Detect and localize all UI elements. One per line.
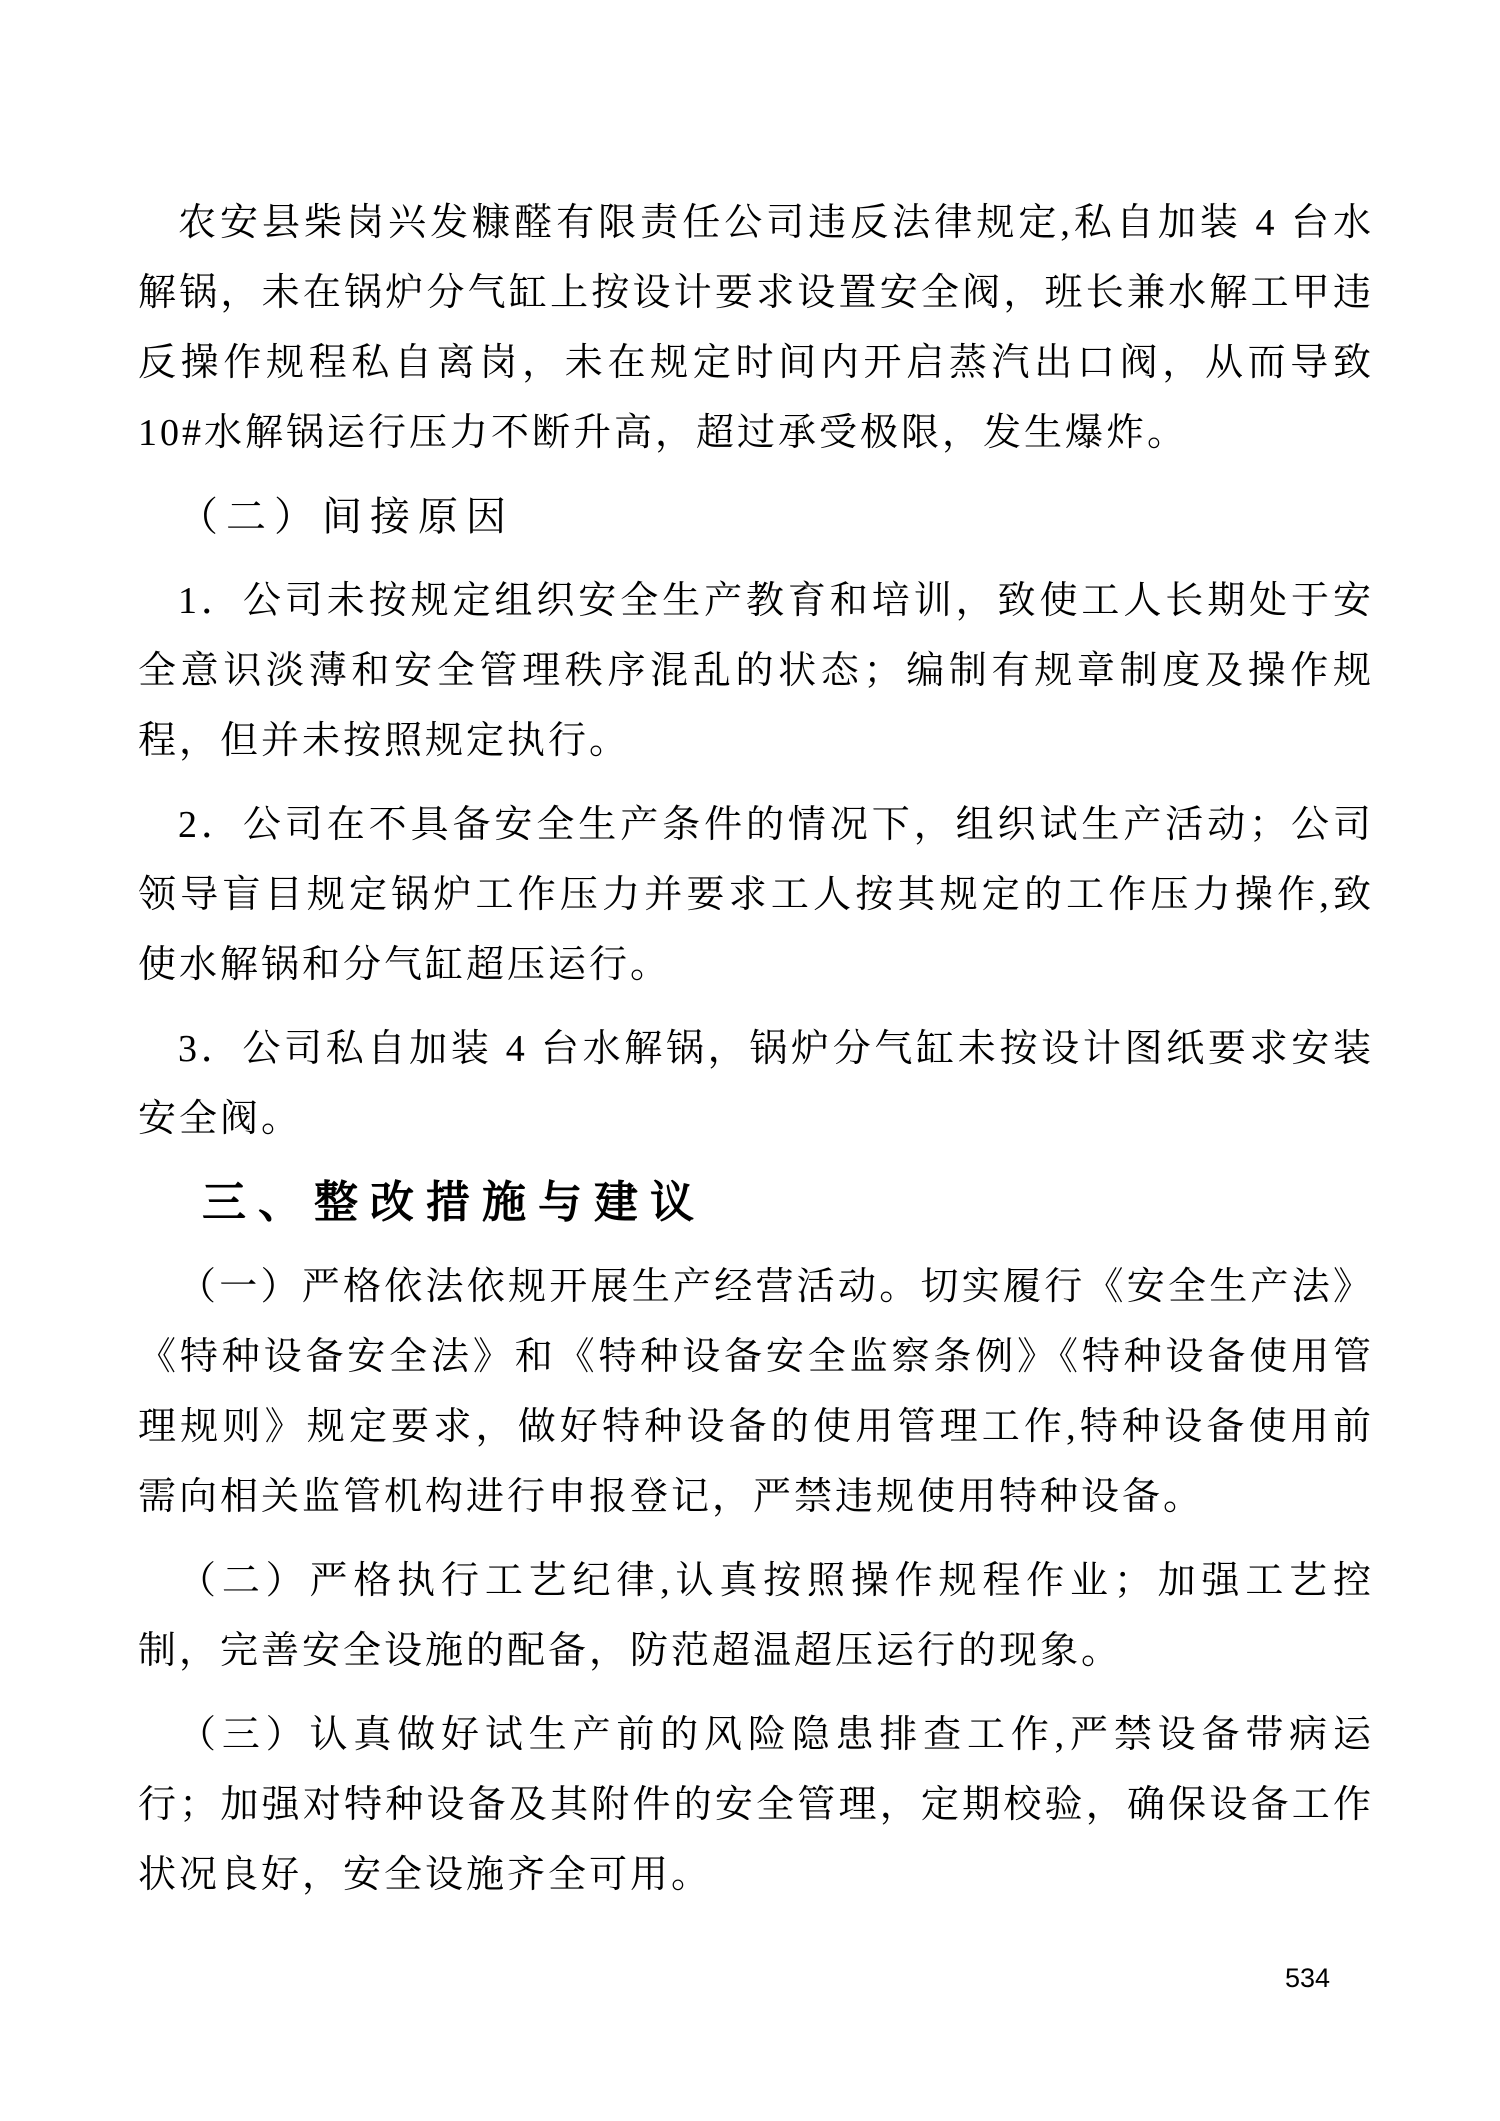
main-section-heading: 三、整改措施与建议 — [202, 1178, 706, 1227]
sub-section-heading: （二）间接原因 — [178, 494, 514, 539]
body-paragraph: 1．公司未按规定组织安全生产教育和培训，致使工人长期处于安全意识淡薄和安全管理秩序混乱的状态；编制有规章制度及操作规程，但并未按照规定执行。 — [138, 580, 1374, 762]
body-paragraph: （一）严格依法依规开展生产经营活动。切实履行《安全生产法》《特种设备安全法》和《特种设备安全监察条例》《特种设备使用管理规则》规定要求，做好特种设备的使用管理工作,特种设备使用前需向相关监管机构进行申报登记，严禁违规使用特种设备。 — [138, 1266, 1374, 1518]
body-paragraph: 3．公司私自加装 4 台水解锅，锅炉分气缸未按设计图纸要求安装安全阀。 — [138, 1028, 1374, 1140]
body-paragraph: （二）严格执行工艺纪律,认真按照操作规程作业；加强工艺控制，完善安全设施的配备，防范超温超压运行的现象。 — [138, 1560, 1374, 1672]
body-paragraph: （三）认真做好试生产前的风险隐患排查工作,严禁设备带病运行；加强对特种设备及其附件的安全管理，定期校验，确保设备工作状况良好，安全设施齐全可用。 — [138, 1714, 1374, 1896]
body-paragraph: 农安县柴岗兴发糠醛有限责任公司违反法律规定,私自加装 4 台水解锅，未在锅炉分气缸上按设计要求设置安全阀，班长兼水解工甲违反操作规程私自离岗，未在规定时间内开启蒸汽出口阀，从而导致 10#水解锅运行压力不断升高，超过承受极限，发生爆炸。 — [138, 202, 1374, 454]
document-body — [138, 188, 1374, 1924]
page-number: 534 — [1284, 1963, 1330, 1993]
page-footer — [1285, 1962, 1330, 1994]
body-paragraph: 2．公司在不具备安全生产条件的情况下，组织试生产活动；公司领导盲目规定锅炉工作压力并要求工人按其规定的工作压力操作,致使水解锅和分气缸超压运行。 — [138, 804, 1374, 986]
